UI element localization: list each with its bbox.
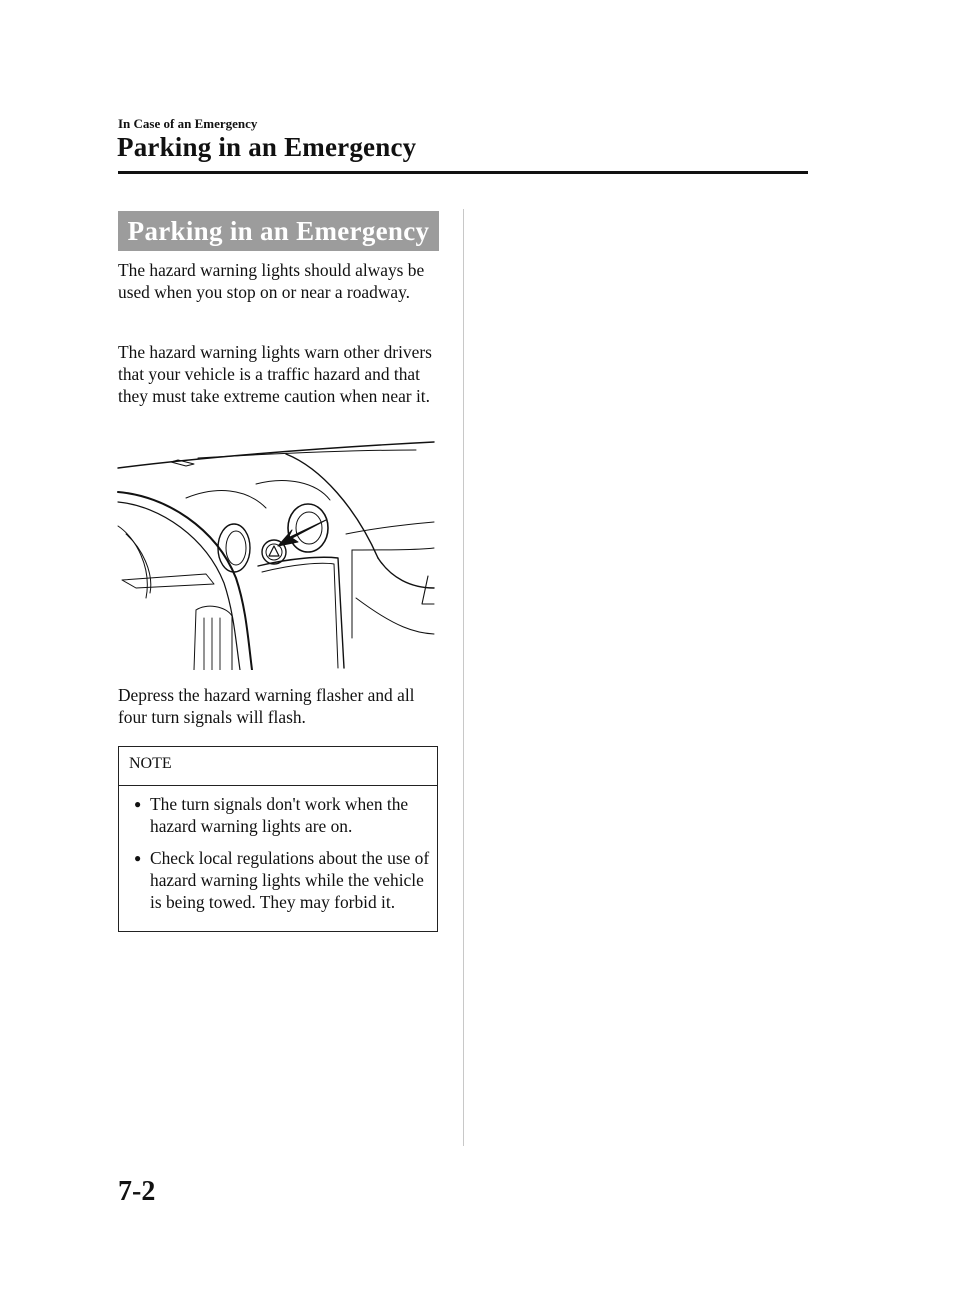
- section-title-banner: Parking in an Emergency: [118, 211, 439, 251]
- section-label: In Case of an Emergency: [118, 116, 258, 131]
- page-title: Parking in an Emergency: [117, 132, 417, 162]
- note-item-text: The turn signals don't work when the hazard warning lights are on.: [150, 794, 409, 836]
- intro-paragraph: The hazard warning lights should always be used when you stop on or near a roadway.: [118, 260, 425, 302]
- note-label: NOTE: [129, 755, 172, 772]
- note-divider: [119, 785, 437, 786]
- column-divider: [463, 209, 464, 1146]
- note-list: [119, 790, 437, 913]
- bullet-dot-icon: ●: [134, 797, 142, 811]
- page-number: 7-2: [118, 1176, 156, 1207]
- warning-paragraph: The hazard warning lights warn other drivers that your vehicle is a traffic hazard and that they must take extreme caution when near it.: [118, 342, 432, 406]
- instruction-paragraph: Depress the hazard warning flasher and all four turn signals will flash.: [118, 685, 415, 727]
- list-item: [119, 847, 437, 913]
- note-item-text: Check local regulations about the use of hazard warning lights while the vehicle is being towed. They may forbid it.: [150, 848, 430, 912]
- bullet-dot-icon: ●: [134, 851, 142, 865]
- dashboard-hazard-switch-illustration: [116, 438, 436, 670]
- header-divider: [118, 171, 808, 174]
- note-box: [118, 746, 438, 932]
- list-item: [119, 793, 437, 837]
